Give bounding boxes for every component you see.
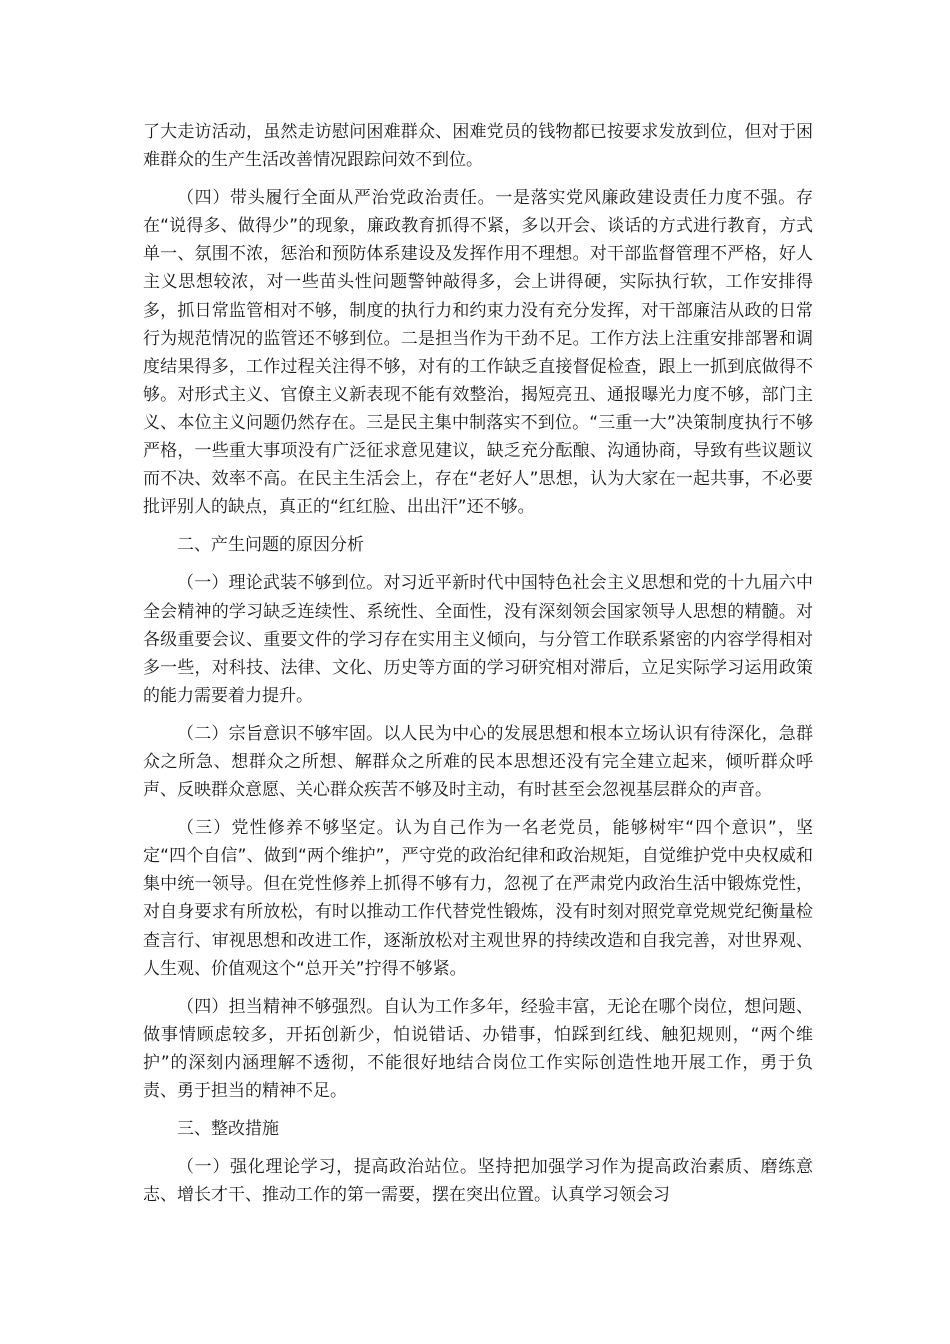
- heading-cause-analysis: 二、产生问题的原因分析: [177, 535, 364, 556]
- paragraph-cause-1: （一）理论武装不够到位。对习近平新时代中国特色社会主义思想和党的十九届六中全会精神的学习缺乏连续性、系统性、全面性，没有深刻领会国家领导人思想的精髓。对各级重要会议、重要文件的学习存在实用主义倾向，与分管工作联系紧密的内容学得相对多一些，对科技、法律、文化、历史等方面的学习研究相对滞后，立足实际学习运用政策的能力需要着力提升。: [143, 573, 813, 706]
- paragraph-measure-1: （一）强化理论学习，提高政治站位。坚持把加强学习作为提高政治素质、磨练意志、增长才干、推动工作的第一需要，摆在突出位置。认真学习领会习: [143, 1157, 813, 1206]
- paragraph-cause-2: （二）宗旨意识不够牢固。以人民为中心的发展思想和根本立场认识有待深化，急群众之所急、想群众之所想、解群众之所难的民本思想还没有完全建立起来，倾听群众呼声、反映群众意愿、关心群众疾苦不够及时主动，有时甚至会忽视基层群众的声音。: [143, 723, 813, 801]
- paragraph-cause-4: （四）担当精神不够强烈。自认为工作多年，经验丰富，无论在哪个岗位，想问题、做事情顾虑较多，开拓创新少，怕说错话、办错事，怕踩到红线、触犯规则，“两个维护”的深刻内涵理解不透彻，不能很好地结合岗位工作实际创造性地开展工作，勇于负责、勇于担当的精神不足。: [143, 996, 813, 1101]
- paragraph-continuation: 了大走访活动，虽然走访慰问困难群众、困难党员的钱物都已按要求发放到位，但对于困难群众的生产生活改善情况跟踪问效不到位。: [143, 122, 813, 171]
- paragraph-cause-3: （三）党性修养不够坚定。认为自己作为一名老党员，能够树牢“四个意识”，坚定“四个自信”、做到“两个维护”，严守党的政治纪律和政治规矩，自觉维护党中央权威和集中统一领导。但在党性修养上抓得不够有力，忽视了在严肃党内政治生活中锻炼党性，对自身要求有所放松，有时以推动工作代替党性锻炼，没有时刻对照党章党规党纪衡量检查言行、审视思想和改进工作，逐渐放松对主观世界的持续改造和自我完善，对世界观、人生观、价值观这个“总开关”拧得不够紧。: [143, 818, 813, 979]
- document-page: [143, 118, 813, 1219]
- paragraph-section-1-4: （四）带头履行全面从严治党政治责任。一是落实党风廉政建设责任力度不强。存在“说得多、做得少”的现象，廉政教育抓得不紧，多以开会、谈话的方式进行教育，方式单一、氛围不浓，惩治和预防体系建设及发挥作用不理想。对干部监督管理不严格，好人主义思想较浓，对一些苗头性问题警钟敲得多，会上讲得硬，实际执行软，工作安排得多，抓日常监管相对不够，制度的执行力和约束力没有充分发挥，对干部廉洁从政的日常行为规范情况的监管还不够到位。二是担当作为干劲不足。工作方法上注重安排部署和调度结果得多，工作过程关注得不够，对有的工作缺乏直接督促检查，跟上一抓到底做得不够。对形式主义、官僚主义新表现不能有效整治，揭短亮丑、通报曝光力度不够，部门主义、本位主义问题仍然存在。三是民主集中制落实不到位。“三重一大”决策制度执行不够严格，一些重大事项没有广泛征求意见建议，缺乏充分酝酿、沟通协商，导致有些议题议而不决、效率不高。在民主生活会上，存在“老好人”思想，认为大家在一起共事，不必要批评别人的缺点，真正的“红红脸、出出汗”还不够。: [143, 188, 813, 518]
- heading-rectification: 三、整改措施: [177, 1119, 279, 1140]
